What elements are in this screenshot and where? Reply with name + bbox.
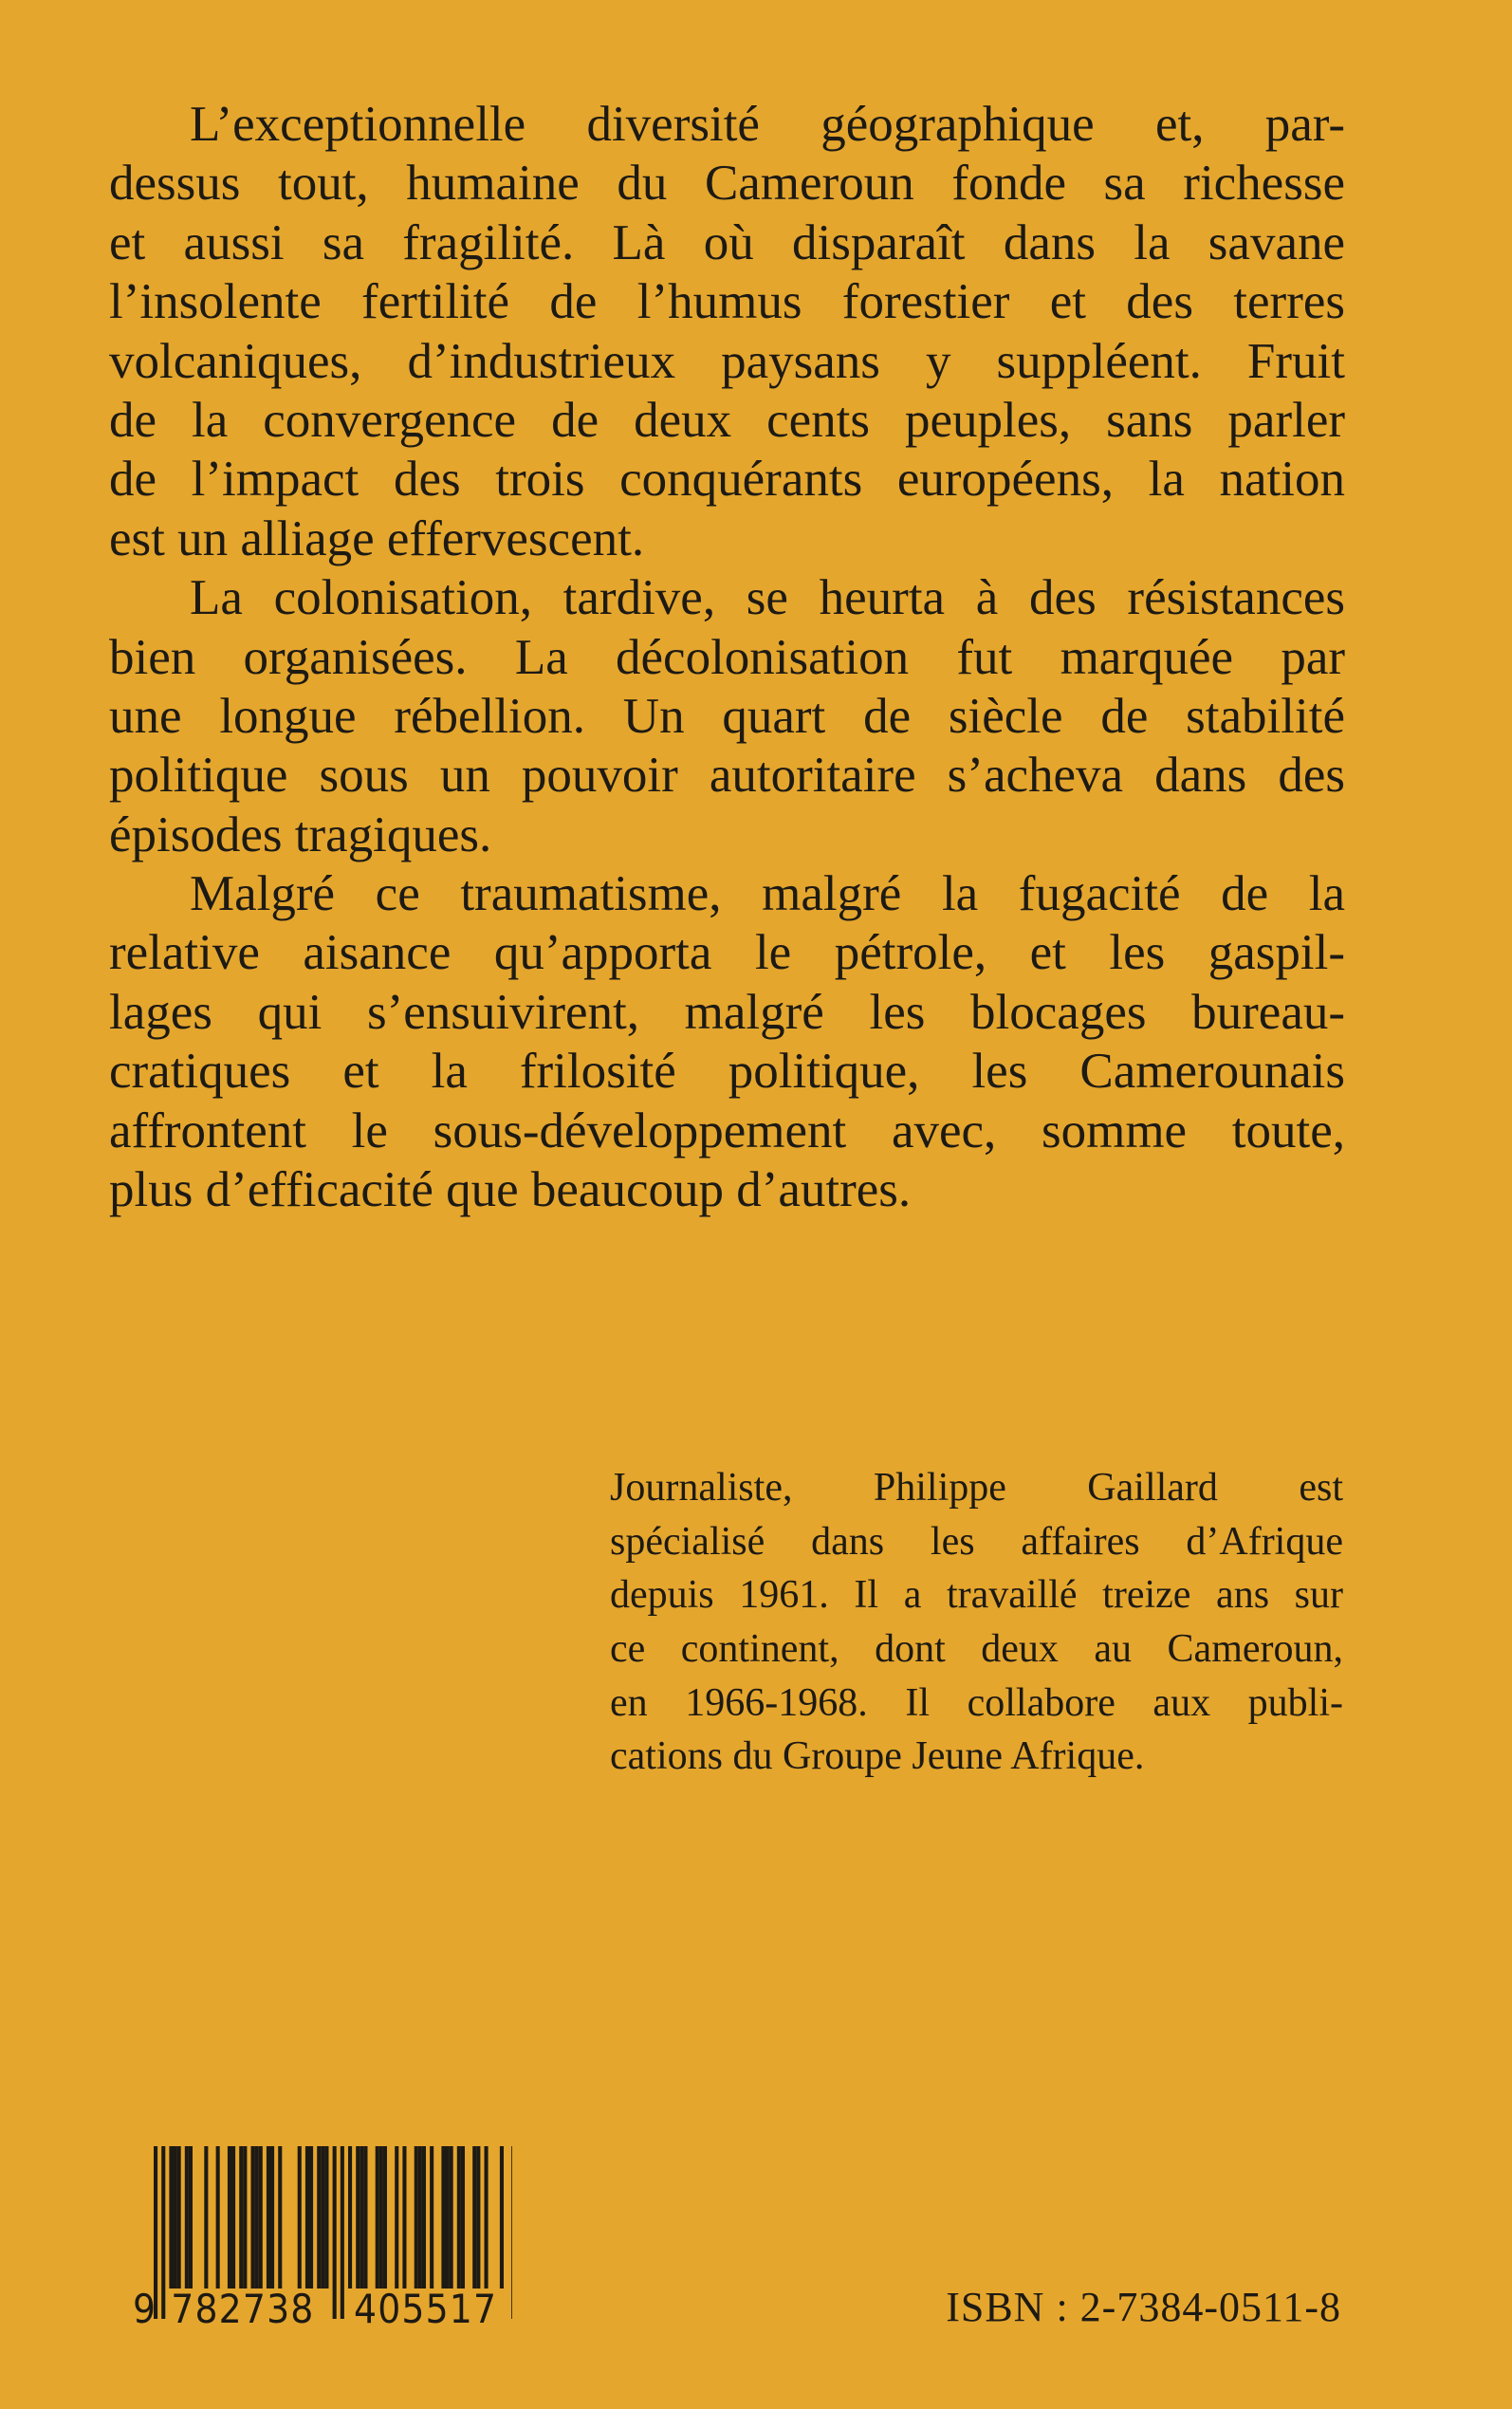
text-line: est un alliage effervescent. — [109, 510, 645, 566]
barcode-digits: 9 — [133, 2286, 157, 2326]
barcode-bar — [243, 2146, 247, 2289]
barcode-bar — [415, 2146, 418, 2289]
barcode-bar — [321, 2146, 324, 2289]
barcode-bar — [324, 2146, 328, 2289]
text-line: bien organisées. La décolonisation fut marquée par — [109, 629, 1345, 685]
text-line: plus d’efficacité que beaucoup d’autres. — [109, 1162, 912, 1218]
barcode-bar — [174, 2146, 177, 2289]
text-line: Malgré ce traumatisme, malgré la fugacité de la — [190, 866, 1345, 922]
barcode-bar — [228, 2146, 231, 2289]
barcode-bar — [161, 2146, 165, 2319]
bio-line: ce continent, dont deux au Cameroun, — [610, 1627, 1343, 1672]
barcode-bar — [461, 2146, 465, 2289]
barcode-bar — [231, 2146, 235, 2289]
barcode-bar — [305, 2146, 309, 2289]
barcode-bar — [441, 2146, 445, 2289]
text-line: politique sous un pouvoir autoritaire s’acheva dans des — [109, 748, 1345, 804]
barcode-digits: 405517 — [354, 2286, 496, 2326]
barcode-bar — [278, 2146, 282, 2289]
blurb-paragraph — [109, 568, 1345, 864]
barcode-bar — [267, 2146, 270, 2289]
barcode-bar — [189, 2146, 193, 2289]
bio-line: spécialisé dans les affaires d’Afrique — [610, 1519, 1343, 1564]
blurb-paragraph — [109, 95, 1345, 568]
barcode-bar — [379, 2146, 383, 2289]
barcode-graphic — [133, 2146, 512, 2326]
text-line: de l’impact des trois conquérants européens, la nation — [109, 452, 1345, 508]
author-bio — [610, 1461, 1343, 1784]
text-line: lages qui s’ensuivirent, malgré les blocages bureau- — [109, 984, 1345, 1040]
barcode-bar — [422, 2146, 426, 2289]
text-line: de la convergence de deux cents peuples, sans parler — [109, 392, 1345, 448]
barcode-bar — [356, 2146, 360, 2289]
barcode-bar — [348, 2146, 352, 2289]
barcode-bar — [457, 2146, 461, 2289]
barcode-bar — [298, 2146, 302, 2289]
blurb-paragraph — [109, 864, 1345, 1219]
barcode-bar — [376, 2146, 379, 2289]
barcode-bar — [259, 2146, 263, 2289]
barcode-bar — [270, 2146, 274, 2289]
barcode-digits: 782738 — [171, 2286, 314, 2326]
barcode-bar — [430, 2146, 433, 2289]
barcode-bar — [317, 2146, 321, 2289]
barcode-bar — [169, 2146, 173, 2289]
isbn-label: ISBN : 2-7384-0511-8 — [946, 2284, 1341, 2330]
barcode-bar — [255, 2146, 259, 2289]
text-line: volcaniques, d’industrieux paysans y suppléent. Fruit — [109, 333, 1345, 389]
text-line: et aussi sa fragilité. Là où disparaît dans la savane — [109, 214, 1345, 270]
barcode-bar — [341, 2146, 344, 2319]
barcode-bar — [450, 2146, 453, 2289]
barcode-bar — [500, 2146, 504, 2289]
barcode-bar — [485, 2146, 489, 2289]
barcode-bar — [383, 2146, 387, 2289]
text-line: dessus tout, humaine du Cameroun fonde sa richesse — [109, 156, 1345, 212]
barcode — [133, 2146, 512, 2331]
barcode-bar — [395, 2146, 398, 2289]
barcode-bar — [402, 2146, 406, 2289]
text-line: L’exceptionnelle diversité géographique et, par- — [190, 97, 1345, 152]
bio-line: en 1966-1968. Il collabore aux publi- — [610, 1680, 1343, 1725]
text-line: La colonisation, tardive, se heurta à des résistances — [190, 570, 1345, 626]
barcode-bar — [418, 2146, 422, 2289]
barcode-bar — [446, 2146, 450, 2289]
text-line: l’insolente fertilité de l’humus forestier et des terres — [109, 274, 1345, 330]
text-line: épisodes tragiques. — [109, 806, 492, 862]
barcode-bar — [204, 2146, 208, 2289]
barcode-bar — [177, 2146, 181, 2289]
barcode-bar — [476, 2146, 480, 2289]
barcode-bar — [251, 2146, 255, 2289]
barcode-bar — [363, 2146, 367, 2289]
barcode-bar — [472, 2146, 476, 2289]
text-line: affrontent le sous-développement avec, somme toute, — [109, 1103, 1345, 1158]
barcode-bar — [360, 2146, 363, 2289]
text-line: cratiques et la frilosité politique, les Camerounais — [109, 1044, 1345, 1100]
bio-line: cations du Groupe Jeune Afrique. — [610, 1734, 1145, 1779]
blurb-text — [109, 95, 1345, 1219]
text-line: relative aisance qu’apporta le pétrole, et les gaspil- — [109, 925, 1345, 981]
barcode-bar — [333, 2146, 337, 2319]
bio-line: depuis 1961. Il a travaillé treize ans sur — [610, 1573, 1343, 1618]
barcode-bar — [309, 2146, 313, 2289]
bio-line: Journaliste, Philippe Gaillard est — [610, 1466, 1343, 1510]
barcode-bar — [185, 2146, 189, 2289]
text-line: une longue rébellion. Un quart de siècle de stabilité — [109, 688, 1345, 744]
barcode-bar — [216, 2146, 220, 2289]
barcode-bar — [511, 2146, 512, 2319]
barcode-bar — [239, 2146, 243, 2289]
